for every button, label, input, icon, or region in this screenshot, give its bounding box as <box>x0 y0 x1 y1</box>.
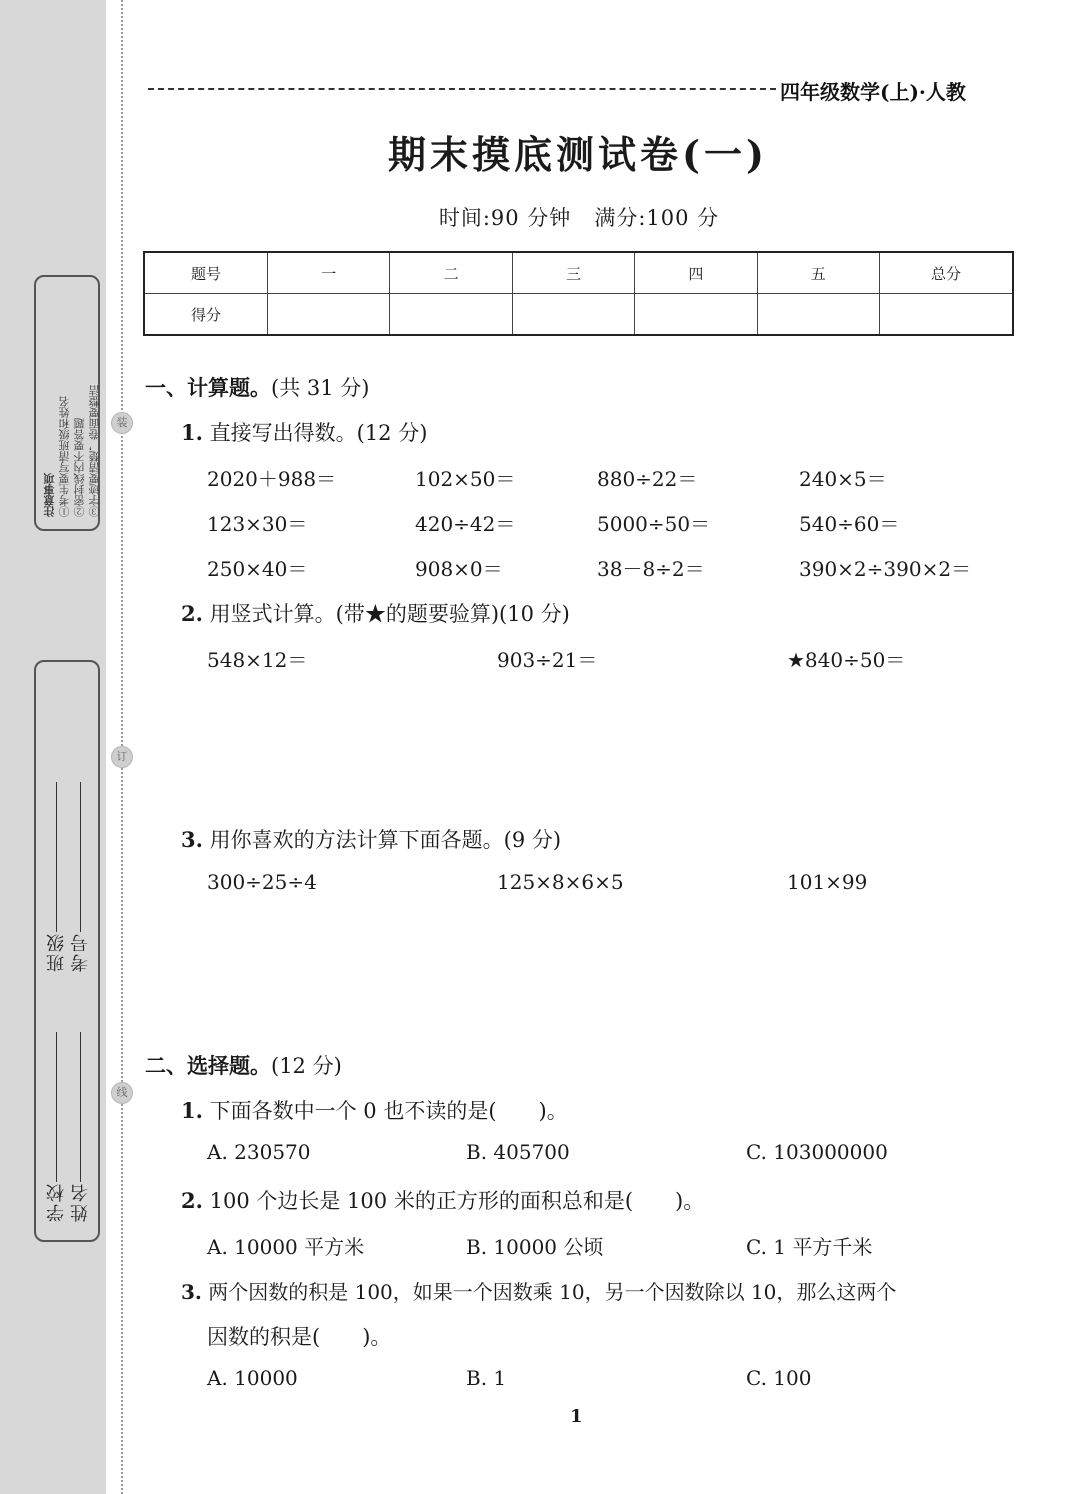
exercise: 908×0＝ <box>415 557 503 581</box>
name-label: 姓名 <box>70 1182 91 1222</box>
name-field[interactable] <box>81 1032 82 1182</box>
exercise: 101×99 <box>787 870 868 894</box>
section1-points: (共 31 分) <box>271 376 370 400</box>
score-cell[interactable] <box>757 294 879 336</box>
question-number: 3. <box>181 827 203 852</box>
header-title: 四年级数学(上)·人教 <box>780 80 966 104</box>
exercise: 540÷60＝ <box>799 512 900 536</box>
exercise: 125×8×6×5 <box>497 870 624 894</box>
section1-heading <box>145 372 369 402</box>
option-c[interactable]: C. 100 <box>746 1366 812 1390</box>
class-field[interactable] <box>57 782 58 932</box>
score-cell[interactable] <box>880 294 1014 336</box>
exercise: 390×2÷390×2＝ <box>799 557 972 581</box>
score-cell[interactable] <box>390 294 512 336</box>
binding-mark-3: 线 <box>111 1082 133 1104</box>
table-cell: 二 <box>390 252 512 294</box>
info-col-right <box>68 682 94 1222</box>
score-table-header-row <box>144 252 1013 294</box>
s2-q1 <box>181 1095 568 1125</box>
exercise: 5000÷50＝ <box>597 512 711 536</box>
section1-title: 一、计算题。 <box>145 375 271 400</box>
question-text: 下面各数中一个 0 也不读的是( )。 <box>209 1099 568 1123</box>
option-a[interactable]: A. 230570 <box>207 1140 311 1164</box>
school-label: 学校 <box>46 1182 67 1222</box>
exercise: 548×12＝ <box>207 648 308 672</box>
table-cell: 三 <box>512 252 634 294</box>
question-number: 3. <box>181 1280 202 1304</box>
score-cell[interactable] <box>268 294 390 336</box>
exercise: 38－8÷2＝ <box>597 557 705 581</box>
notice-text <box>42 291 101 517</box>
score-table-score-row <box>144 294 1013 336</box>
section2-title: 二、选择题。 <box>145 1053 271 1078</box>
table-cell: 一 <box>268 252 390 294</box>
notice-box <box>34 275 100 531</box>
exam-title: 期末摸底测试卷(一) <box>388 132 768 177</box>
option-a[interactable]: A. 10000 平方米 <box>207 1235 365 1259</box>
exercise: 250×40＝ <box>207 557 308 581</box>
question-text: 两个因数的积是 100，如果一个因数乘 10，另一个因数除以 10，那么这两个 <box>208 1280 897 1304</box>
table-cell: 得分 <box>144 294 268 336</box>
exam-subtitle: 时间:90 分钟 满分:100 分 <box>438 206 720 230</box>
question-number: 2. <box>181 601 203 626</box>
exercise: 123×30＝ <box>207 512 308 536</box>
option-c[interactable]: C. 1 平方千米 <box>746 1235 873 1259</box>
exercise: 420÷42＝ <box>415 512 516 536</box>
exam-no-field[interactable] <box>81 782 82 932</box>
section2-heading <box>145 1050 342 1080</box>
s2-q3-continued: 因数的积是( )。 <box>207 1325 392 1349</box>
option-c[interactable]: C. 103000000 <box>746 1140 888 1164</box>
exercise: 240×5＝ <box>799 467 887 491</box>
score-cell[interactable] <box>635 294 757 336</box>
binding-mark-2: 订 <box>111 746 133 768</box>
question-number: 1. <box>181 420 203 445</box>
s2-q2 <box>181 1185 704 1215</box>
binding-mark-1: 装 <box>111 412 133 434</box>
s1-q3 <box>181 824 561 854</box>
question-text: 直接写出得数。(12 分) <box>209 421 428 445</box>
option-b[interactable]: B. 405700 <box>466 1140 570 1164</box>
option-b[interactable]: B. 1 <box>466 1366 507 1390</box>
question-text: 用你喜欢的方法计算下面各题。(9 分) <box>209 828 562 852</box>
question-text: 100 个边长是 100 米的正方形的面积总和是( )。 <box>209 1189 705 1213</box>
exercise: 300÷25÷4 <box>207 870 317 894</box>
school-field[interactable] <box>57 1032 58 1182</box>
table-cell: 题号 <box>144 252 268 294</box>
info-col-left <box>44 682 70 1222</box>
table-cell: 五 <box>757 252 879 294</box>
page-number: 1 <box>570 1406 583 1427</box>
exercise: 903÷21＝ <box>497 648 598 672</box>
header-dashed-line <box>148 88 776 90</box>
score-table <box>143 251 1014 336</box>
option-a[interactable]: A. 10000 <box>207 1366 298 1390</box>
s1-q1 <box>181 417 427 447</box>
question-text: 用竖式计算。(带★的题要验算)(10 分) <box>209 602 570 626</box>
notice-head: 注意事项 <box>43 473 56 517</box>
question-number: 2. <box>181 1188 203 1213</box>
question-number: 1. <box>181 1098 203 1123</box>
exercise: 102×50＝ <box>415 467 516 491</box>
notice-item-3: ③字迹要清楚，卷面要整洁 <box>88 385 101 517</box>
s2-q3 <box>181 1276 896 1305</box>
notice-item-2: ②密封线内不要答题 <box>73 418 86 517</box>
score-cell[interactable] <box>512 294 634 336</box>
exercise: 2020＋988＝ <box>207 467 337 491</box>
table-cell: 四 <box>635 252 757 294</box>
option-b[interactable]: B. 10000 公顷 <box>466 1235 604 1259</box>
section2-points: (12 分) <box>271 1054 342 1078</box>
exam-no-label: 考号 <box>70 932 91 972</box>
class-label: 班级 <box>46 932 67 972</box>
s1-q2 <box>181 598 570 628</box>
table-cell: 总分 <box>880 252 1014 294</box>
exercise: 880÷22＝ <box>597 467 698 491</box>
student-info-box <box>34 660 100 1242</box>
notice-item-1: ①考生要写清班级和姓名 <box>58 396 71 517</box>
exercise: ★840÷50＝ <box>787 648 906 672</box>
